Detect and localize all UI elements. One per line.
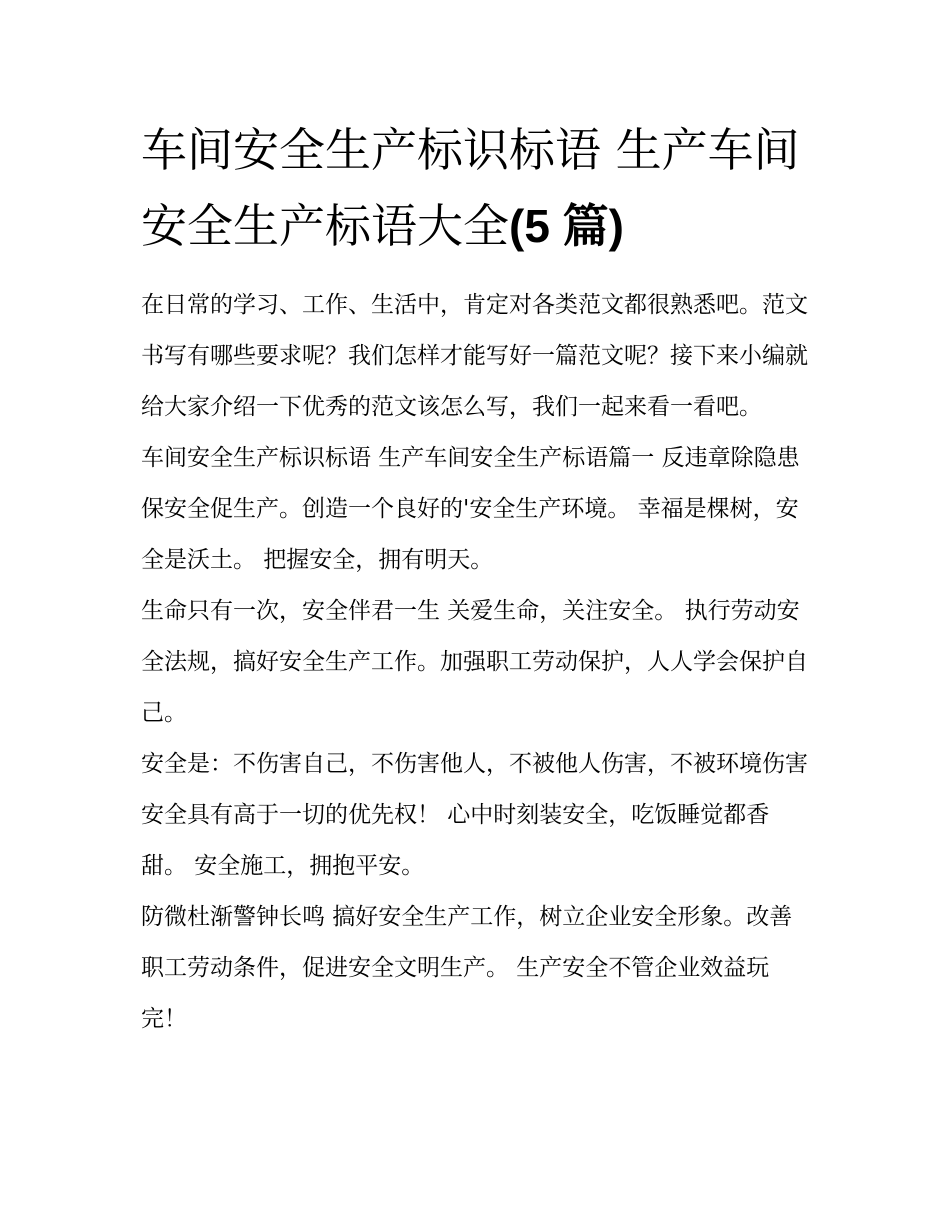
document-title-count: (5 篇) <box>509 200 624 252</box>
paragraph-slogans-2: 生命只有一次，安全伴君一生 关爱生命，关注安全。 执行劳动安全法规，搞好安全生产工作。加强职工劳动保护，人人学会保护自己。 <box>141 598 808 726</box>
document-title-text: 车间安全生产标识标语 生产车间安全生产标语大全 <box>141 123 800 253</box>
paragraph-slogans-4: 防微杜渐警钟长鸣 搞好安全生产工作，树立企业安全形象。改善职工劳动条件，促进安全文明生产。 生产安全不管企业效益玩完！ <box>141 904 793 1032</box>
paragraph-slogans-3: 安全是：不伤害自己，不伤害他人，不被他人伤害，不被环境伤害 安全具有高于一切的优先权！ 心中时刻装安全，吃饭睡觉都香甜。 安全施工，拥抱平安。 <box>141 751 808 879</box>
paragraph-intro: 在日常的学习、工作、生活中，肯定对各类范文都很熟悉吧。范文书写有哪些要求呢？我们怎样才能写好一篇范文呢？接下来小编就给大家介绍一下优秀的范文该怎么写，我们一起来看一看吧。 <box>141 292 808 420</box>
paragraph-slogans-1: 车间安全生产标识标语 生产车间安全生产标语篇一 反违章除隐患保安全促生产。创造一个良好的'安全生产环境。 幸福是棵树，安全是沃土。 把握安全，拥有明天。 <box>141 445 800 573</box>
document-title <box>141 112 813 264</box>
document-body <box>141 280 813 1045</box>
document-content <box>141 112 813 1045</box>
